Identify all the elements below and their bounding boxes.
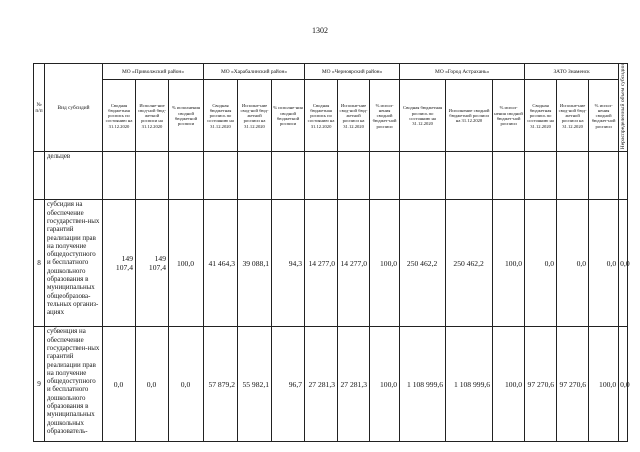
- value-cell: 39 088,1: [238, 200, 272, 327]
- value-cell: 27 281,3: [338, 327, 370, 442]
- row-name: субвенция на обеспечение государствен-ных гарантий реализации прав на получение общедоступного и бесплатного дошкольного образования в муниципальных дошкольных образователь-: [45, 327, 103, 442]
- value-cell: 41 464,3: [204, 200, 238, 327]
- header-sub-cell: Исполнение сводной бюджетной росписи на 31.12.2020: [446, 80, 493, 152]
- value-cell: [493, 152, 525, 200]
- value-cell: [370, 152, 400, 200]
- value-cell: [305, 152, 338, 200]
- value-cell: [400, 152, 446, 200]
- header-group-kharabalinsky: МО «Харабалинский район»: [204, 64, 305, 80]
- row-number: [34, 152, 45, 200]
- value-cell: 0,0: [589, 200, 619, 327]
- value-cell: 100,0: [370, 327, 400, 442]
- value-cell: 57 879,2: [204, 327, 238, 442]
- header-sub-cell: Исполне-ние свод-ной бюд-жетной росписи на 31.12.2020: [136, 80, 169, 152]
- header-sub-cell: % испол-нения сводной бюджет-ной росписи: [493, 80, 525, 152]
- table-row: [34, 200, 628, 327]
- row-number: 9: [34, 327, 45, 442]
- value-cell: 55 982,1: [238, 327, 272, 442]
- header-sub-cell: % испол-нения сводной бюджет-ной росписи: [589, 80, 619, 152]
- value-cell: 100,0: [493, 200, 525, 327]
- header-sub-cell: Сводная бюджетная роспись по состоянию на 31.12.2020: [400, 80, 446, 152]
- value-cell: 0,0: [619, 327, 628, 442]
- value-cell: 100,0: [169, 200, 204, 327]
- value-cell: [446, 152, 493, 200]
- page-number: 1302: [312, 26, 328, 35]
- header-sub-cell: % исполнения сводной бюджетной росписи: [169, 80, 204, 152]
- header-sub-cell: Исполне-ние свод-ной бюд-жетной росписи на 31.12.2020: [238, 80, 272, 152]
- header-sub-cell: Сводная бюджетная роспись по состоянию на 31.12.2020: [204, 80, 238, 152]
- value-cell: 250 462,2: [400, 200, 446, 327]
- value-cell: 100,0: [493, 327, 525, 442]
- value-cell: 94,3: [272, 200, 305, 327]
- header-sub-cell: Сводная бюджетная роспись по состоянию на 31.12.2020: [305, 80, 338, 152]
- value-cell: [557, 152, 589, 200]
- value-cell: 1 108 999,6: [400, 327, 446, 442]
- header-group-chernoyarsky: МО «Черноярский район»: [305, 64, 400, 80]
- value-cell: [103, 152, 136, 200]
- value-cell: 14 277,0: [338, 200, 370, 327]
- value-cell: 97 270,6: [525, 327, 557, 442]
- value-cell: [525, 152, 557, 200]
- value-cell: 97 270,6: [557, 327, 589, 442]
- value-cell: [589, 152, 619, 200]
- header-last-col-text: Нераспределенный объем субсидии: [620, 64, 627, 150]
- header-last-col: [619, 64, 628, 152]
- header-num: № п/п: [34, 64, 45, 152]
- value-cell: 100,0: [589, 327, 619, 442]
- value-cell: 0,0: [619, 200, 628, 327]
- header-sub-row: [34, 80, 628, 152]
- value-cell: [272, 152, 305, 200]
- value-cell: [619, 152, 628, 200]
- header-sub-cell: Исполне-ние свод-ной бюд-жетной росписи на 31.12.2020: [338, 80, 370, 152]
- value-cell: [136, 152, 169, 200]
- row-number: 8: [34, 200, 45, 327]
- header-name: Вид субсидий: [45, 64, 103, 152]
- value-cell: 27 281,3: [305, 327, 338, 442]
- row-name: дельцев: [45, 152, 103, 200]
- value-cell: 100,0: [370, 200, 400, 327]
- header-group-znamensk: ЗАТО Знаменск: [525, 64, 619, 80]
- header-group-privolzhsky: МО «Приволжский район»: [103, 64, 204, 80]
- header-sub-cell: Исполне-ние свод-ной бюд-жетной росписи на 31.12.2020: [557, 80, 589, 152]
- value-cell: 149 107,4: [136, 200, 169, 327]
- header-sub-cell: Сводная бюджетная роспись по состоянию на 31.12.2020: [525, 80, 557, 152]
- value-cell: [169, 152, 204, 200]
- header-group-astrakhan: МО «Город Астрахань»: [400, 64, 525, 80]
- budget-table: [33, 63, 628, 442]
- header-sub-cell: % исполне-ния сводной бюджетной росписи: [272, 80, 305, 152]
- value-cell: 250 462,2: [446, 200, 493, 327]
- value-cell: 1 108 999,6: [446, 327, 493, 442]
- header-sub-cell: Сводная бюджетная роспись по состоянию на 31.12.2020: [103, 80, 136, 152]
- value-cell: 0,0: [103, 327, 136, 442]
- table-row: [34, 152, 628, 200]
- value-cell: 14 277,0: [305, 200, 338, 327]
- header-sub-cell: % испол-нения сводной бюджет-ной росписи: [370, 80, 400, 152]
- value-cell: 0,0: [525, 200, 557, 327]
- value-cell: 0,0: [169, 327, 204, 442]
- value-cell: 149 107,4: [103, 200, 136, 327]
- value-cell: [238, 152, 272, 200]
- value-cell: 0,0: [557, 200, 589, 327]
- value-cell: 96,7: [272, 327, 305, 442]
- header-group-row: [34, 64, 628, 80]
- value-cell: [204, 152, 238, 200]
- table-row: [34, 327, 628, 442]
- value-cell: [338, 152, 370, 200]
- value-cell: 0,0: [136, 327, 169, 442]
- row-name: субсидия на обеспечение государствен-ных гарантий реализации прав на получение общедоступного и бесплатного дошкольного образования в муниципальных общеобразова-тельных организ-ациях: [45, 200, 103, 327]
